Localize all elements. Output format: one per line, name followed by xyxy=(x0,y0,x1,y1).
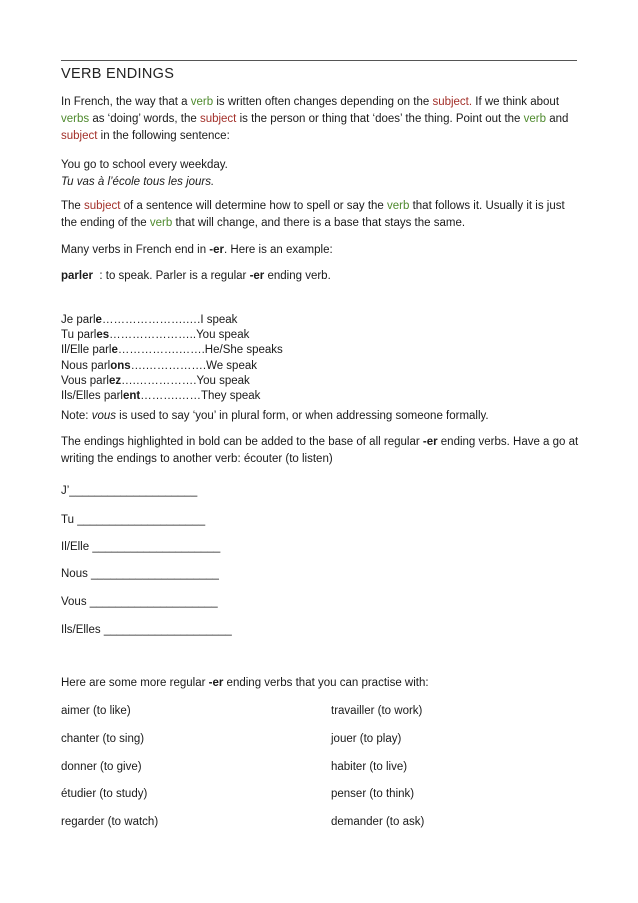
fill-in-blank[interactable]: Vous ____________________ xyxy=(61,596,218,608)
top-rule xyxy=(61,60,577,61)
verb-highlight: verbs xyxy=(61,113,90,125)
subject-highlight: subject xyxy=(199,113,237,125)
practice-verb-left: donner (to give) xyxy=(61,761,142,773)
practice-verb-left: regarder (to watch) xyxy=(61,816,159,828)
parler-definition: parler : to speak. Parler is a regular -er ending verb. xyxy=(61,270,331,282)
verb-ending: e xyxy=(111,344,118,357)
conjugation-row: Je parle………………….….I speak xyxy=(61,314,238,326)
fill-in-blank[interactable]: J’____________________ xyxy=(61,485,198,497)
verb-ending: ent xyxy=(123,390,141,402)
practice-verb-right: demander (to ask) xyxy=(331,816,425,828)
verb-highlight: verb xyxy=(149,217,173,229)
example-sentence-english: You go to school every weekday. xyxy=(61,159,228,171)
fill-in-blank[interactable]: Nous ____________________ xyxy=(61,568,219,580)
practice-verb-left: chanter (to sing) xyxy=(61,733,145,745)
verb-ending: e xyxy=(95,314,102,326)
verb-ending: ons xyxy=(110,359,131,372)
practice-verb-left: étudier (to study) xyxy=(61,788,148,800)
example-sentence-french: Tu vas à l’école tous les jours. xyxy=(61,176,215,188)
conjugation-row: Ils/Elles parlent……….……They speak xyxy=(61,390,261,402)
conjugation-row: Nous parlons….…………….We speak xyxy=(61,359,257,372)
er-intro-line: Many verbs in French end in -er. Here is an example: xyxy=(61,244,333,256)
exercise-instructions: The endings highlighted in bold can be added to the base of all regular -er ending verbs. Have a go at writing the endings to another verb: écouter (to listen) xyxy=(61,436,579,465)
vous-note: Note: vous is used to say ‘you’ in plural form, or when addressing someone formally. xyxy=(61,410,489,422)
verb-ending: ez xyxy=(108,374,122,387)
verb-highlight: verb xyxy=(190,96,214,108)
fill-in-blank[interactable]: Il/Elle ____________________ xyxy=(61,541,221,553)
practice-verb-right: habiter (to live) xyxy=(331,761,408,773)
subject-paragraph: The subject of a sentence will determine how to spell or say the verb that follows it. Usually it is just the ending of the verb that will change, and there is a base that stays the same. xyxy=(61,200,565,229)
verb-ending: es xyxy=(96,329,110,342)
practice-verb-right: jouer (to play) xyxy=(331,733,402,745)
practice-verb-left: aimer (to like) xyxy=(61,705,131,717)
subject-highlight: subject xyxy=(84,200,121,212)
intro-paragraph: In French, the way that a verb is written often changes depending on the subject. If we think about verbs as ‘doing’ words, the subject is the person or thing that ‘does’ the thing. Point out the verb and subject in the following sentence: xyxy=(61,96,569,142)
verb-highlight: verb xyxy=(387,200,410,212)
conjugation-row: Tu parles…………………..You speak xyxy=(61,329,250,342)
fill-in-blank[interactable]: Tu ____________________ xyxy=(61,514,206,526)
subject-highlight: subject. xyxy=(432,96,473,108)
conjugation-row: Vous parlez….…………….You speak xyxy=(61,374,250,387)
more-verbs-intro: Here are some more regular -er ending verbs that you can practise with: xyxy=(61,677,429,689)
practice-verb-right: travailler (to work) xyxy=(331,705,423,717)
conjugation-row: Il/Elle parle…………….…….He/She speaks xyxy=(61,344,283,357)
verb-highlight: verb xyxy=(523,113,547,125)
practice-verb-right: penser (to think) xyxy=(331,788,415,800)
page-title: VERB ENDINGS xyxy=(61,66,175,82)
subject-highlight: subject xyxy=(61,130,98,142)
fill-in-blank[interactable]: Ils/Elles ____________________ xyxy=(61,624,232,636)
